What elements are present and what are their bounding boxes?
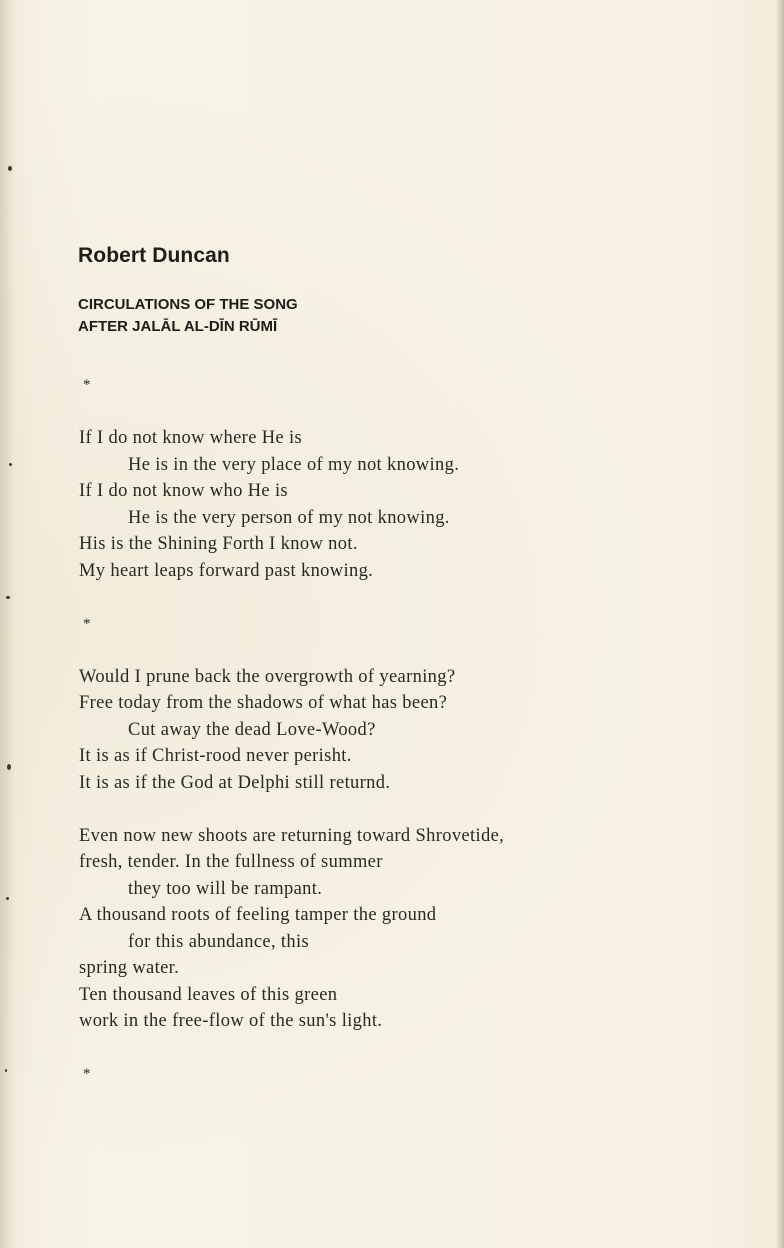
section-separator: * — [83, 1066, 91, 1082]
page-edge-shadow — [776, 0, 784, 1248]
author-name: Robert Duncan — [78, 244, 230, 267]
poem-title — [78, 294, 298, 338]
paper-speck — [6, 596, 10, 599]
section-separator: * — [83, 377, 91, 393]
paper-speck — [8, 166, 12, 171]
poem-line: It is as if the God at Delphi still returnd. — [79, 772, 391, 793]
poem-line: Even now new shoots are returning toward Shrovetide, — [79, 825, 505, 846]
poem-line: work in the free-flow of the sun's light. — [79, 1011, 383, 1031]
poem-line: for this abundance, this — [128, 931, 310, 952]
poem-line: fresh, tender. In the fullness of summer — [79, 852, 383, 872]
poem-line: He is the very person of my not knowing. — [128, 507, 450, 528]
section-separator: * — [83, 615, 91, 632]
poem-line: A thousand roots of feeling tamper the ground — [79, 905, 437, 925]
paper-speck — [7, 764, 11, 770]
poem-line: He is in the very place of my not knowing. — [128, 454, 460, 475]
paper-speck — [5, 1069, 7, 1072]
poem-line: they too will be rampant. — [128, 878, 323, 899]
poem-line: spring water. — [79, 958, 180, 978]
poem-line: If I do not know where He is — [79, 428, 303, 448]
poem-line: Free today from the shadows of what has been? — [79, 693, 448, 713]
poem-title-line-2: AFTER JALĀL AL-DĪN RŪMĪ — [78, 318, 278, 335]
poem-body — [79, 372, 729, 1088]
poem-line: Would I prune back the overgrowth of yearning? — [79, 666, 456, 687]
poem-line: It is as if Christ-rood never perisht. — [79, 746, 352, 766]
paper-speck — [9, 463, 12, 466]
poem-line: Ten thousand leaves of this green — [79, 984, 338, 1005]
page-gutter-shadow — [0, 0, 14, 1248]
poem-line: His is the Shining Forth I know not. — [79, 534, 358, 554]
poem-line: My heart leaps forward past knowing. — [79, 560, 374, 581]
poem-line: Cut away the dead Love-Wood? — [128, 719, 376, 740]
poem-title-line-1: CIRCULATIONS OF THE SONG — [78, 296, 298, 313]
poem-line: If I do not know who He is — [79, 481, 288, 501]
paper-speck — [6, 897, 9, 900]
